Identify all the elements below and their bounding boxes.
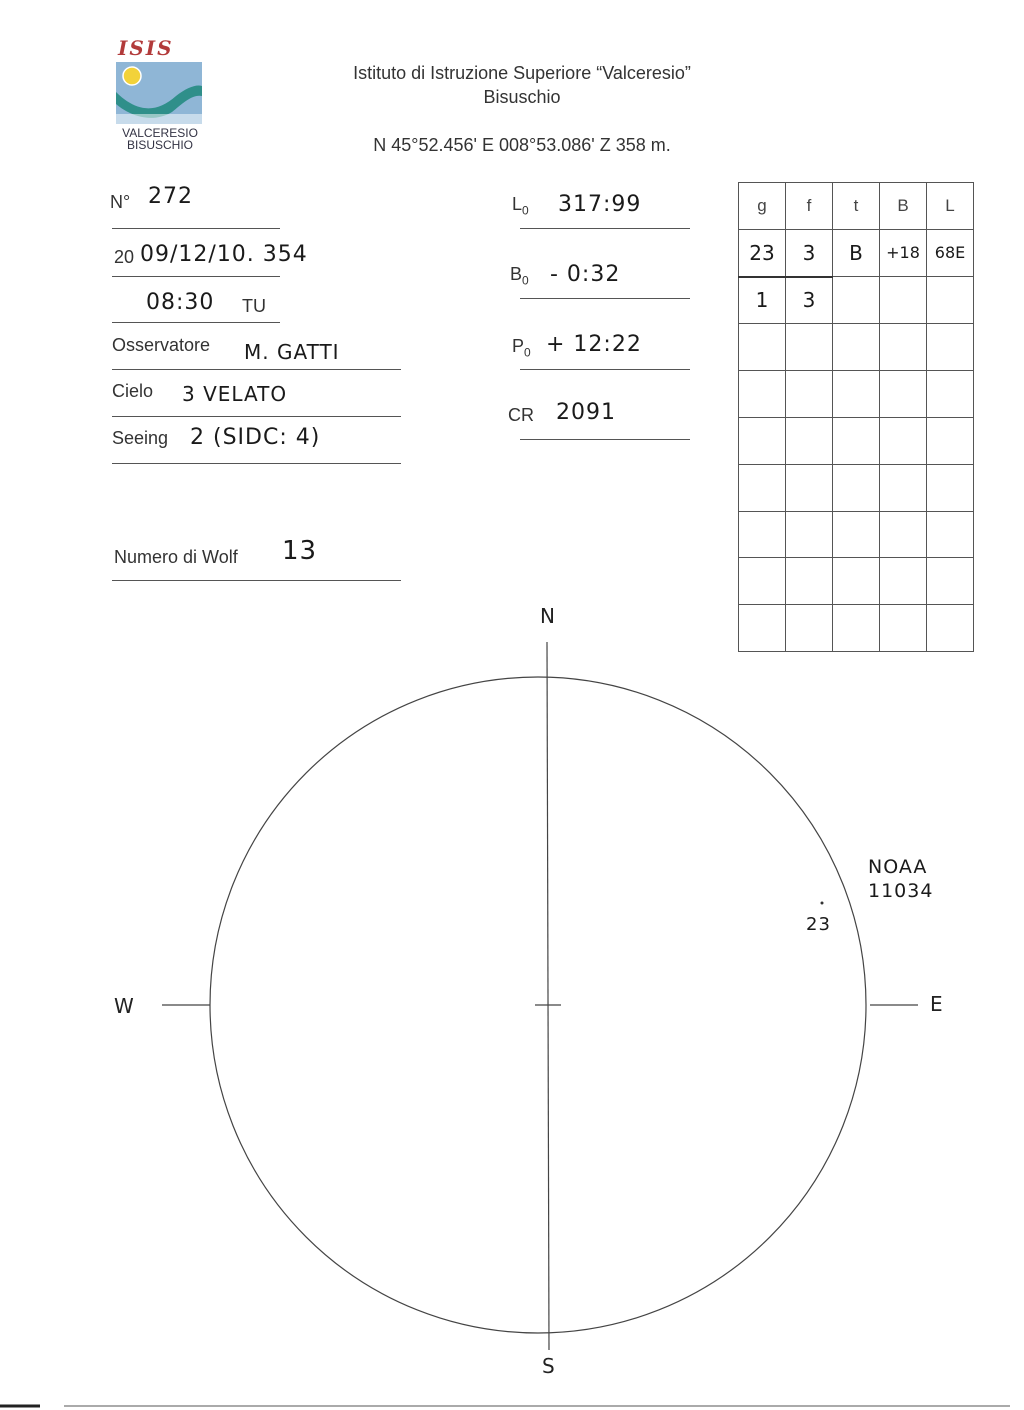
- cr-label: CR: [508, 405, 534, 425]
- time-suffix: TU: [242, 296, 266, 316]
- observer-value: M. GATTI: [244, 340, 340, 364]
- sunspot-dot: [821, 902, 824, 905]
- noaa-label: NOAA: [868, 856, 928, 878]
- wolf-label: Numero di Wolf: [114, 547, 238, 567]
- b0-letter: B: [510, 264, 523, 284]
- table-header-f: f: [786, 183, 833, 230]
- logo-caption-1: VALCERESIO: [122, 126, 198, 140]
- group-label: 23: [806, 914, 831, 935]
- table-header-l: L: [927, 183, 974, 230]
- table-cell: 3: [786, 277, 833, 324]
- table-header-t: t: [833, 183, 880, 230]
- p0-subscript: 0: [524, 345, 531, 360]
- b0-value: - 0:32: [550, 262, 621, 287]
- observer-label: Osservatore: [112, 335, 211, 355]
- sky-label: Cielo: [112, 381, 154, 401]
- p0-letter: P: [512, 336, 525, 356]
- compass-south: S: [542, 1354, 556, 1378]
- table-cell: +18: [880, 229, 927, 276]
- seeing-label: Seeing: [112, 428, 169, 448]
- wolf-value: 13: [282, 536, 318, 566]
- north-south-axis: [547, 642, 549, 1350]
- table-header-g: g: [739, 183, 786, 230]
- time-value: 08:30: [146, 290, 215, 315]
- noaa-number: 11034: [868, 880, 934, 902]
- p0-value: + 12:22: [546, 332, 642, 357]
- l0-value: 317:99: [558, 192, 642, 217]
- logo-wordmark: ISIS: [118, 36, 174, 60]
- table-cell: 3: [786, 229, 833, 276]
- number-value: 272: [148, 184, 193, 209]
- table-cell: B: [833, 229, 880, 276]
- institute-name: Istituto di Istruzione Superiore “Valceresio”: [353, 63, 691, 83]
- table-cell: 1: [739, 277, 786, 324]
- sky-value: 3 VELATO: [182, 382, 288, 406]
- table-cell: 23: [739, 229, 786, 276]
- institute-town: Bisuschio: [483, 87, 561, 107]
- date-prefix: 20: [114, 247, 135, 267]
- seeing-value: 2 (SIDC: 4): [190, 425, 321, 450]
- table-header-b: B: [880, 183, 927, 230]
- table-cell: 68E: [927, 229, 974, 276]
- compass-east: E: [930, 992, 944, 1016]
- logo-caption-2: BISUSCHIO: [126, 138, 193, 152]
- date-value: 09/12/10. 354: [140, 242, 308, 267]
- l0-subscript: 0: [522, 203, 529, 218]
- b0-subscript: 0: [522, 273, 529, 288]
- l0-letter: L: [512, 194, 523, 214]
- number-label: N°: [110, 192, 131, 212]
- compass-west: W: [114, 994, 135, 1018]
- site-coordinates: N 45°52.456' E 008°53.086' Z 358 m.: [373, 135, 671, 155]
- compass-north: N: [540, 604, 556, 628]
- cr-value: 2091: [556, 400, 616, 425]
